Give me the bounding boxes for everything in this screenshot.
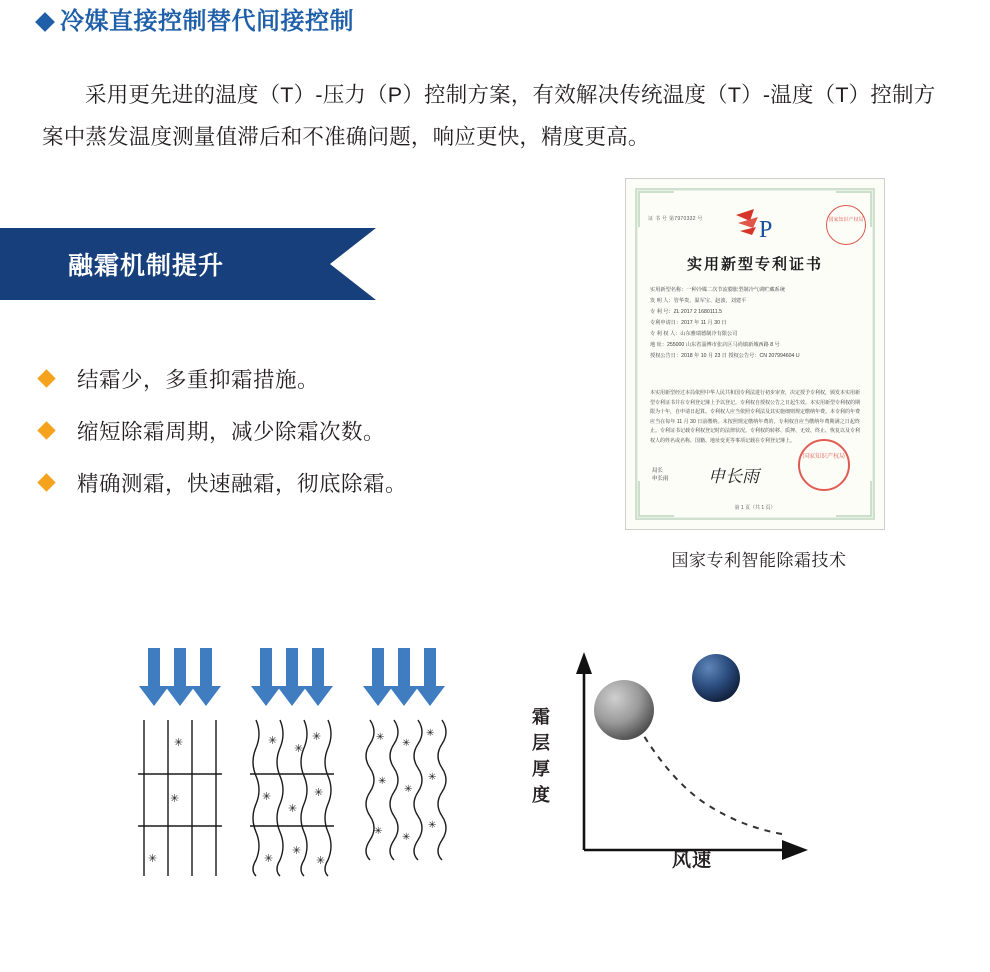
svg-text:✳: ✳ <box>374 826 383 837</box>
down-arrow-icon <box>363 648 445 706</box>
certificate-signature: 申长雨 <box>708 467 759 486</box>
banner-arrow-shape <box>330 228 376 300</box>
certificate-field: 专利申请日：2017 年 11 月 30 日 <box>650 320 727 326</box>
svg-text:✳: ✳ <box>174 736 184 749</box>
air-flow-column-3 <box>354 648 454 888</box>
certificate-title: 实用新型专利证书 <box>686 256 823 273</box>
svg-text:✳: ✳ <box>148 852 158 865</box>
svg-text:✳: ✳ <box>404 784 413 795</box>
certificate-corner-ornament <box>836 481 872 517</box>
svg-text:✳: ✳ <box>316 854 326 867</box>
svg-text:✳: ✳ <box>314 786 324 799</box>
certificate-corner-ornament <box>638 481 674 517</box>
svg-text:✳: ✳ <box>294 742 304 755</box>
svg-text:✳: ✳ <box>312 730 322 743</box>
official-red-seal-icon: 国家知识产权局 <box>798 439 850 491</box>
diamond-bullet-icon <box>37 421 55 439</box>
certificate-signature-label: 局长 申长雨 <box>652 468 669 482</box>
page-title: 冷媒直接控制替代间接控制 <box>60 8 354 35</box>
certificate-body-text: 本实用新型经过本局依照中华人民共和国专利法进行初步审查，决定授予专利权，颁发本实用新型专利证书并在专利登记簿上予以登记。专利权自授权公告之日起生效。本实用新型专利权的期限为十年，自申请日起算。专利权人应当依照专利法及其实施细则规定缴纳年费。本专利的年费应当在每年 11 月 30 日前缴纳。未按照规定缴纳年费的，专利权自应当缴纳年费期满之日起终止。专利证书记载专利权登记时的法律状况。专利权的转移、质押、无效、终止、恢复以及专利权人的姓名或名称、国籍、地址变更等事项记载在专利登记簿上。 <box>650 390 861 444</box>
certificate-field: 发 明 人：管华贵、温军宝、赵波、刘建平 <box>650 298 747 304</box>
svg-text:✳: ✳ <box>170 792 180 805</box>
down-arrow-icon <box>139 648 221 706</box>
frost-thickness-vs-windspeed-chart <box>520 640 860 900</box>
svg-text:✳: ✳ <box>376 732 385 743</box>
thin-frost-sphere-icon <box>692 654 740 702</box>
list-item <box>40 404 600 456</box>
chart-plot <box>520 640 860 870</box>
list-item-label: 精确测霜，快速融霜，彻底除霜。 <box>77 471 408 496</box>
svg-text:✳: ✳ <box>402 738 411 749</box>
thick-frost-sphere-icon <box>594 680 654 740</box>
patent-emblem-icon <box>728 207 782 247</box>
section-heading <box>38 10 354 34</box>
patent-certificate-image <box>625 178 887 530</box>
svg-text:✳: ✳ <box>378 776 387 787</box>
diamond-bullet-icon <box>37 473 55 491</box>
air-flow-column-2 <box>242 648 342 888</box>
feature-bullet-list <box>40 352 600 508</box>
diamond-bullet-icon <box>37 369 55 387</box>
svg-text:✳: ✳ <box>426 728 435 739</box>
svg-text:✳: ✳ <box>262 790 272 803</box>
svg-text:✳: ✳ <box>428 772 437 783</box>
certificate-field: 专 利 权 人：山东雅瑞德制冷有限公司 <box>650 331 738 337</box>
svg-text:P: P <box>759 217 773 243</box>
svg-text:✳: ✳ <box>268 734 278 747</box>
list-item-label: 结霜少，多重抑霜措施。 <box>77 367 320 392</box>
svg-text:✳: ✳ <box>428 820 437 831</box>
diamond-bullet-icon <box>35 12 55 32</box>
svg-text:✳: ✳ <box>288 802 298 815</box>
certificate-field: 地 址：255000 山东省淄博市张店区马尚镇新城西路 8 号 <box>650 342 780 348</box>
svg-text:✳: ✳ <box>264 852 274 865</box>
certificate-caption: 国家专利智能除霜技术 <box>671 551 847 570</box>
certificate-field: 实用新型名称：一种冷媒二次节流膨胀型制冷气调贮藏系统 <box>650 287 785 293</box>
section-banner <box>0 228 330 300</box>
section-paragraph: 采用更先进的温度（T）-压力（P）控制方案，有效解决传统温度（T）-温度（T）控制方案中蒸发温度测量值滞后和不准确问题，响应更快，精度更高。 <box>42 82 936 149</box>
certificate-field: 专 利 号：ZL 2017 2 1680111.5 <box>650 309 722 315</box>
certificate-field: 授权公告日：2018 年 10 月 23 日 授权公告号：CN 207994604 U <box>650 353 800 359</box>
chart-y-axis-label: 霜层厚度 <box>532 707 550 805</box>
chart-x-axis-label: 风速 <box>672 850 713 871</box>
certificate-page-footer: 第 1 页（共 1 页） <box>734 505 776 511</box>
list-item <box>40 456 600 508</box>
air-flow-column-1 <box>130 648 230 888</box>
frost-formation-diagram <box>130 648 480 888</box>
list-item-label: 缩短除霜周期，减少除霜次数。 <box>77 419 386 444</box>
chart-x-axis-arrow <box>782 840 808 860</box>
certificate-number: 证 书 号 第7970332 号 <box>648 216 703 222</box>
issuing-authority-seal-icon: 国家知识产权局 <box>826 205 866 245</box>
svg-text:✳: ✳ <box>402 832 411 843</box>
down-arrow-icon <box>251 648 333 706</box>
chart-y-axis-arrow <box>576 652 592 674</box>
svg-text:✳: ✳ <box>292 844 302 857</box>
list-item <box>40 352 600 404</box>
certificate-fields <box>650 285 860 362</box>
certificate-card <box>625 178 885 530</box>
section-banner-label: 融霜机制提升 <box>68 252 225 280</box>
